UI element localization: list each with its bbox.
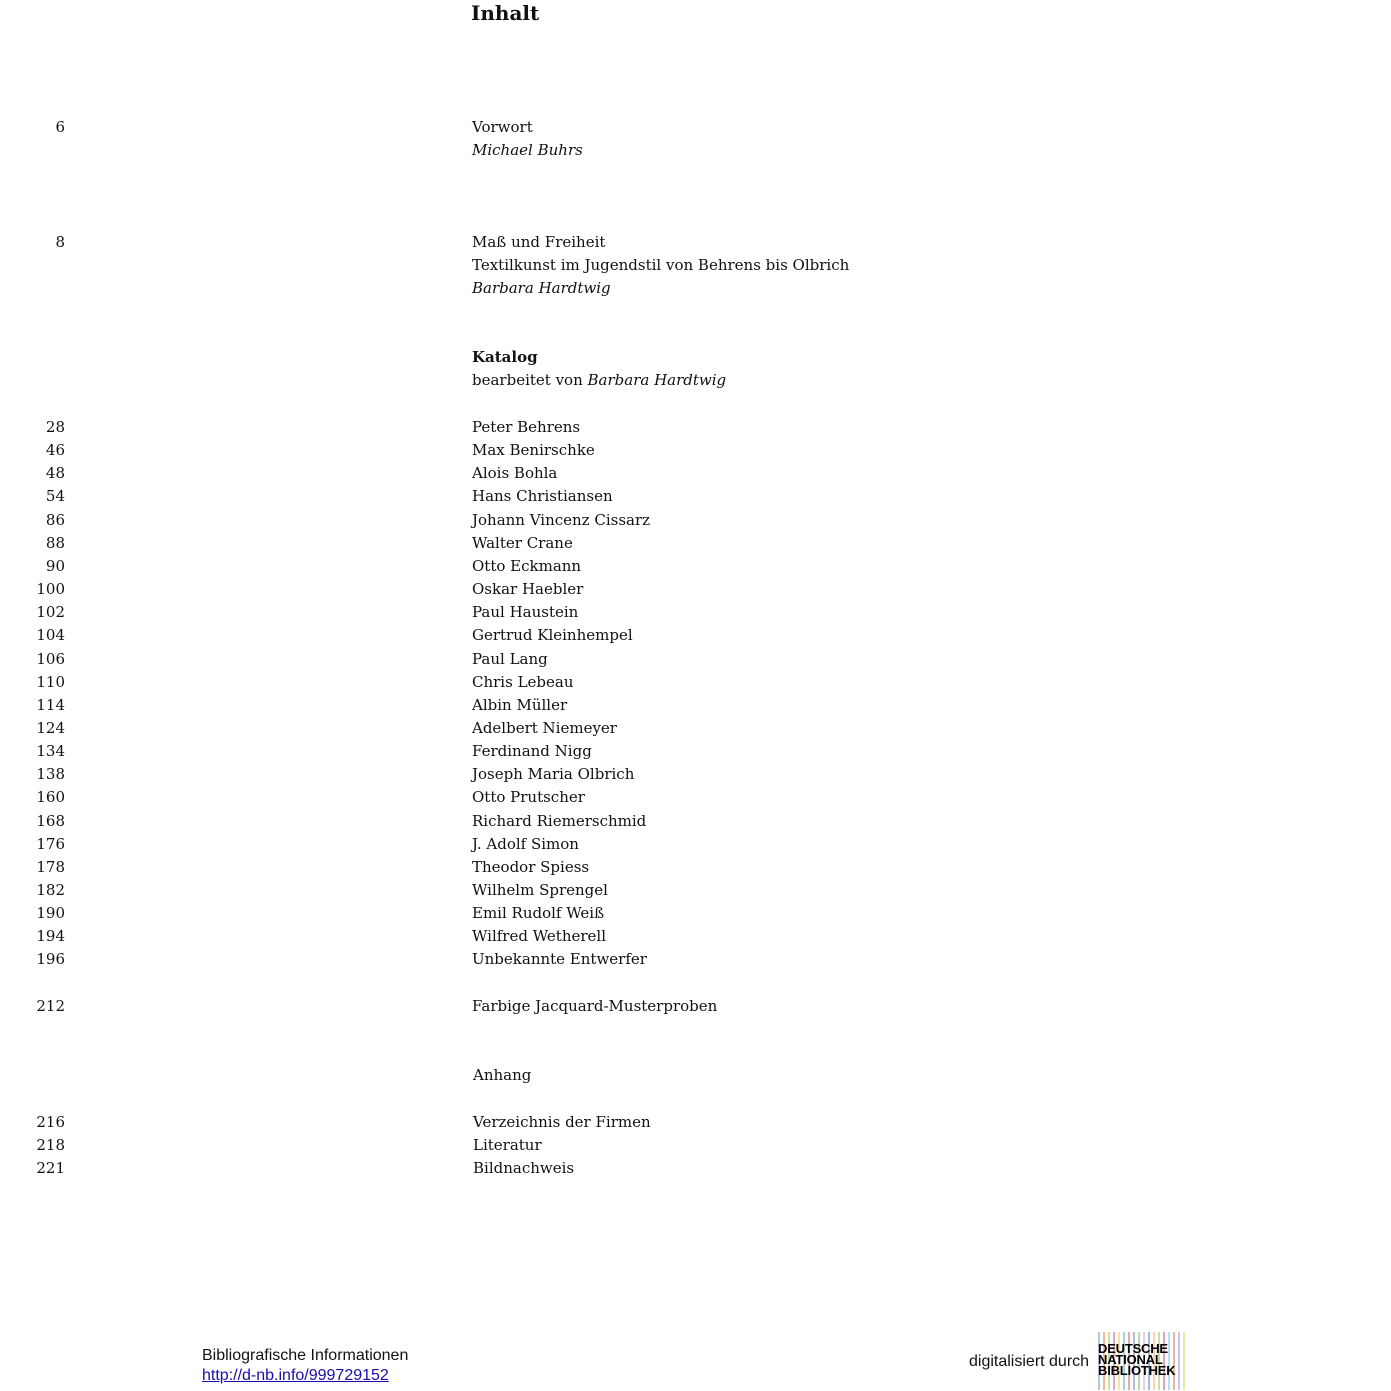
toc-entry (0, 925, 1000, 948)
toc-entry (0, 555, 1000, 578)
editor-name: Barbara Hardtwig (587, 371, 727, 389)
bib-label: Bibliografische Informationen (202, 1347, 409, 1364)
page-number: 90 (45, 556, 65, 575)
editor-prefix: bearbeitet von (472, 371, 583, 389)
page-number: 86 (45, 510, 65, 529)
entry-title: Otto Eckmann (472, 556, 582, 575)
toc-entry (0, 462, 1000, 485)
toc-entry (0, 601, 1000, 624)
toc-entry (0, 485, 1000, 508)
bib-link[interactable]: http://d-nb.info/999729152 (202, 1367, 389, 1384)
entry-title: Wilhelm Sprengel (472, 881, 608, 899)
toc-entry (0, 578, 1000, 601)
section-heading: Katalog (472, 348, 538, 366)
toc-entry-vorwort (0, 116, 1000, 139)
logo-line: NATIONAL (1098, 1352, 1163, 1367)
entry-title: Richard Riemerschmid (472, 811, 647, 830)
entry-title: Otto Prutscher (472, 788, 585, 807)
page-number: 196 (36, 950, 65, 969)
entry-title: Walter Crane (472, 533, 573, 552)
editor-line (472, 369, 726, 392)
toc-entry (0, 948, 1000, 971)
entry-title: Literatur (473, 1136, 542, 1155)
entry-author: Michael Buhrs (472, 141, 583, 159)
toc-entry (0, 1157, 1000, 1180)
page-number: 182 (36, 881, 65, 899)
toc-entry (0, 671, 1000, 694)
toc-entry (0, 810, 1000, 833)
page-number: 48 (45, 464, 65, 483)
toc-entry (0, 694, 1000, 717)
page-number: 46 (45, 441, 65, 460)
page-number: 28 (45, 418, 65, 436)
bibliographic-info (202, 1346, 408, 1386)
toc-entry (0, 648, 1000, 671)
logo-wordmark (1098, 1343, 1175, 1376)
toc-entry (0, 717, 1000, 740)
entry-title: Vorwort (472, 118, 533, 136)
page-number: 138 (36, 765, 65, 784)
entry-title: Johann Vincenz Cissarz (472, 510, 651, 529)
entry-subtitle: Textilkunst im Jugendstil von Behrens bis Olbrich (472, 256, 850, 274)
page-number: 100 (36, 580, 65, 599)
page-number: 106 (36, 649, 65, 668)
page-number: 216 (36, 1113, 65, 1131)
entry-title: Farbige Jacquard-Musterproben (472, 997, 718, 1015)
toc-entry (0, 833, 1000, 856)
page-number: 212 (36, 997, 65, 1015)
entry-title: Adelbert Niemeyer (472, 718, 617, 737)
digitized-label: digitalisiert durch (969, 1353, 1090, 1370)
toc-entry (0, 763, 1000, 786)
page-number: 88 (45, 533, 65, 552)
entry-title: Paul Lang (472, 649, 548, 668)
toc-entry (0, 879, 1000, 902)
entry-title: Chris Lebeau (472, 672, 574, 691)
entry-title: J. Adolf Simon (472, 834, 579, 853)
page-number: 134 (36, 742, 65, 761)
page-number: 104 (36, 626, 65, 645)
entry-title: Joseph Maria Olbrich (472, 765, 635, 784)
page-number: 160 (36, 788, 65, 807)
dnb-logo (1097, 1332, 1189, 1390)
toc-entry (0, 740, 1000, 763)
toc-entry-author (0, 277, 1000, 300)
toc-entry-jacquard (0, 995, 1000, 1018)
toc-entry (0, 509, 1000, 532)
page-number: 194 (36, 927, 65, 946)
entry-title: Gertrud Kleinhempel (472, 626, 633, 645)
toc-entry (0, 786, 1000, 809)
entry-title: Peter Behrens (472, 418, 581, 436)
logo-line: BIBLIOTHEK (1098, 1363, 1176, 1378)
page-number: 114 (36, 695, 65, 714)
entry-title: Paul Haustein (472, 603, 579, 622)
entry-title: Maß und Freiheit (472, 233, 606, 251)
section-heading: Anhang (473, 1066, 532, 1084)
entry-title: Theodor Spiess (472, 857, 590, 876)
toc-entry (0, 624, 1000, 647)
toc-entry (0, 1134, 1000, 1157)
page-number: 176 (36, 834, 65, 853)
toc-entry-author (0, 139, 1000, 162)
entry-author: Barbara Hardtwig (472, 279, 611, 297)
entry-title: Emil Rudolf Weiß (472, 904, 605, 923)
toc-entry (0, 532, 1000, 555)
toc-entry (0, 856, 1000, 879)
page-number: 110 (36, 672, 65, 691)
entry-title: Unbekannte Entwerfer (472, 950, 647, 969)
page-number: 102 (36, 603, 65, 622)
toc-entry-subtitle (0, 254, 1000, 277)
page-number: 221 (36, 1159, 65, 1178)
anhang-heading (0, 1064, 1000, 1087)
page-title: Inhalt (471, 1, 540, 25)
page-number: 6 (55, 118, 65, 136)
entry-title: Max Benirschke (472, 441, 595, 460)
page-number: 124 (36, 718, 65, 737)
entry-title: Wilfred Wetherell (472, 927, 606, 946)
toc-entry-mass-und-freiheit (0, 231, 1000, 254)
entry-title: Ferdinand Nigg (472, 742, 592, 761)
page-number: 54 (45, 487, 65, 506)
toc-entry (0, 1111, 1000, 1134)
page-number: 168 (36, 811, 65, 830)
entry-title: Oskar Haebler (472, 580, 584, 599)
entry-title: Alois Bohla (472, 464, 558, 483)
entry-title: Verzeichnis der Firmen (473, 1113, 651, 1131)
entry-title: Albin Müller (472, 695, 568, 714)
toc-entry (0, 902, 1000, 925)
toc-entry (0, 416, 1000, 439)
katalog-editor-line (0, 369, 1000, 392)
entry-title: Hans Christiansen (472, 487, 613, 506)
page-number: 178 (36, 857, 65, 876)
katalog-heading (0, 346, 1000, 369)
page-number: 190 (36, 904, 65, 923)
entry-title: Bildnachweis (473, 1159, 575, 1178)
page-number: 8 (55, 233, 65, 251)
page-number: 218 (36, 1136, 65, 1155)
logo-line: DEUTSCHE (1098, 1341, 1168, 1356)
toc-entry (0, 439, 1000, 462)
